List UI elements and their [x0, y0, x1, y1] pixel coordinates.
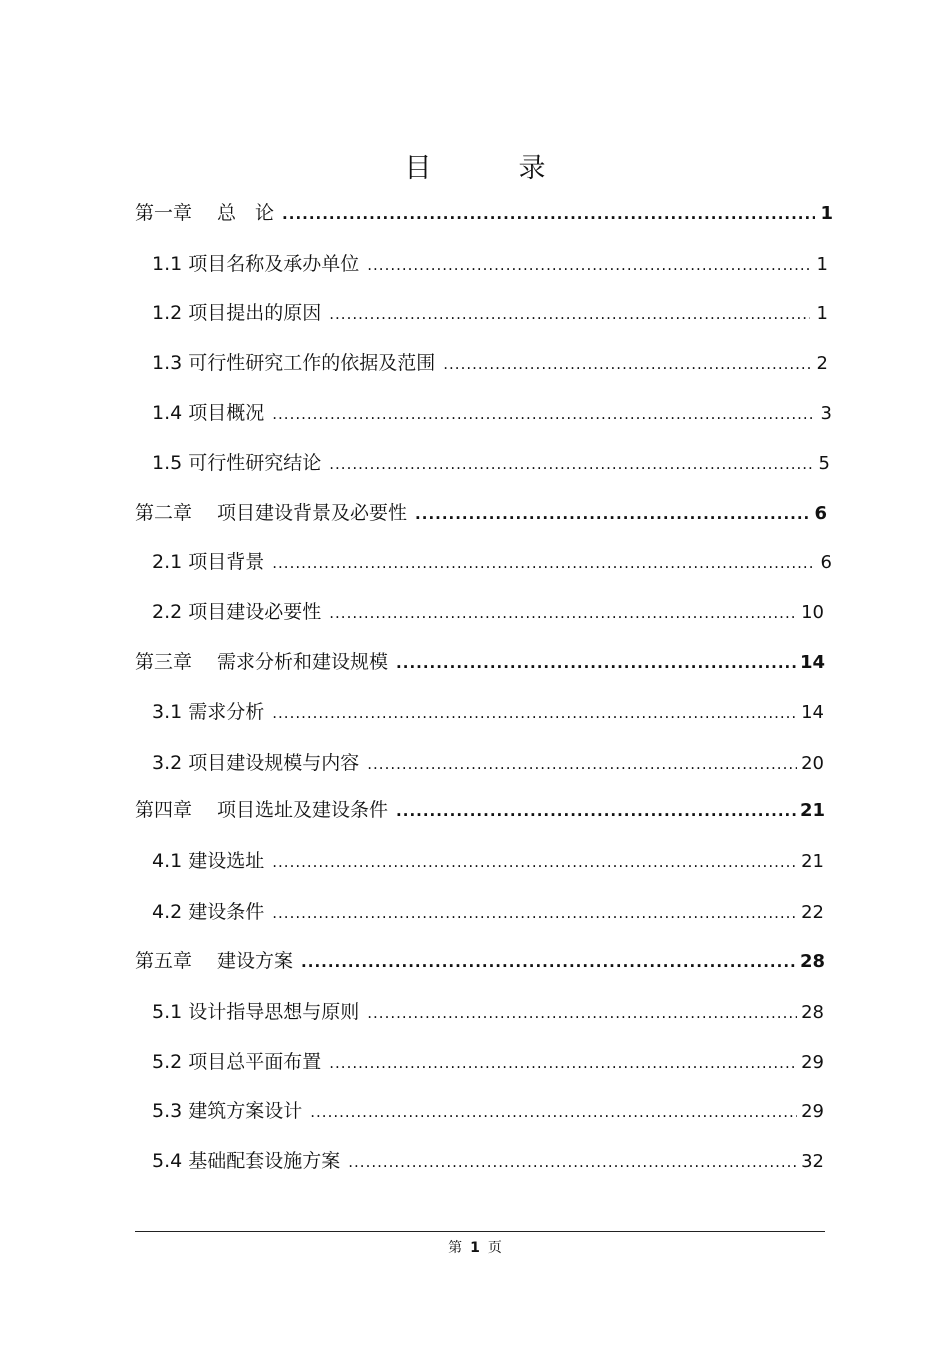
- toc-entry-label: 5.3 建筑方案设计: [152, 1100, 303, 1122]
- leader-dots: [329, 1054, 797, 1072]
- toc-entry-label: 1.4 项目概况: [152, 402, 265, 424]
- toc-entry-label: 4.2 建设条件: [152, 901, 265, 923]
- toc-entry-label: 2.2 项目建设必要性: [152, 601, 322, 623]
- leader-dots: [272, 904, 797, 922]
- leader-dots: [348, 1153, 797, 1171]
- toc-entry-label: 第三章 需求分析和建设规模: [135, 651, 389, 673]
- toc-entry[interactable]: [152, 1146, 824, 1176]
- toc-entry-page: 29: [801, 1052, 824, 1073]
- footer-divider: [135, 1231, 825, 1232]
- toc-entry-label: 第四章 项目选址及建设条件: [135, 799, 389, 821]
- toc-entry-label: 2.1 项目背景: [152, 551, 265, 573]
- toc-title: 目 录: [404, 153, 576, 184]
- toc-entry-page: 10: [801, 602, 824, 623]
- toc-entry-label: 第二章 项目建设背景及必要性: [135, 502, 408, 524]
- toc-entry-page: 14: [801, 702, 824, 723]
- toc-entry-page: 28: [801, 1002, 824, 1023]
- toc-entry-page: 14: [799, 652, 825, 673]
- leader-dots: [415, 505, 809, 523]
- toc-entry[interactable]: [152, 997, 824, 1027]
- toc-entry-label: 第一章 总 论: [135, 202, 275, 224]
- toc-entry-page: 6: [820, 552, 832, 573]
- toc-entry-page: 20: [801, 753, 824, 774]
- toc-entry[interactable]: [152, 249, 828, 279]
- toc-entry[interactable]: [135, 946, 825, 976]
- toc-entry-label: 1.2 项目提出的原因: [152, 302, 322, 324]
- leader-dots: [396, 802, 796, 820]
- toc-entry-label: 5.4 基础配套设施方案: [152, 1150, 341, 1172]
- toc-entry-page: 29: [801, 1101, 824, 1122]
- toc-entry-label: 5.2 项目总平面布置: [152, 1051, 322, 1073]
- page-footer: [0, 1237, 950, 1257]
- toc-entry[interactable]: [152, 897, 824, 927]
- toc-entry-page: 32: [801, 1151, 824, 1172]
- toc-entry-page: 1: [820, 203, 833, 224]
- toc-entry[interactable]: [152, 298, 828, 328]
- toc-entry-page: 5: [818, 453, 830, 474]
- leader-dots: [367, 1004, 797, 1022]
- toc-entry-page: 22: [801, 902, 824, 923]
- leader-dots: [301, 953, 796, 971]
- toc-entry[interactable]: [135, 498, 827, 528]
- toc-entry-label: 1.1 项目名称及承办单位: [152, 253, 360, 275]
- toc-entry[interactable]: [152, 846, 824, 876]
- leader-dots: [272, 554, 814, 572]
- toc-entry-page: 1: [816, 254, 828, 275]
- toc-entry-label: 第五章 建设方案: [135, 950, 294, 972]
- leader-dots: [310, 1103, 797, 1121]
- leader-dots: [443, 355, 810, 373]
- toc-entry[interactable]: [135, 647, 825, 677]
- leader-dots: [272, 853, 797, 871]
- leader-dots: [329, 305, 810, 323]
- toc-entry[interactable]: [135, 198, 833, 228]
- toc-entry-label: 4.1 建设选址: [152, 850, 265, 872]
- footer-prefix: 第: [448, 1240, 463, 1256]
- toc-entry-label: 3.1 需求分析: [152, 701, 265, 723]
- leader-dots: [367, 256, 810, 274]
- footer-page-number: 1: [470, 1240, 480, 1256]
- toc-entry[interactable]: [152, 697, 824, 727]
- leader-dots: [367, 755, 797, 773]
- toc-entry[interactable]: [152, 748, 824, 778]
- leader-dots: [272, 704, 797, 722]
- footer-suffix: 页: [487, 1240, 502, 1256]
- leader-dots: [272, 405, 814, 423]
- toc-entry-page: 21: [799, 800, 825, 821]
- leader-dots: [282, 205, 815, 223]
- toc-entry[interactable]: [152, 348, 828, 378]
- toc-entry[interactable]: [135, 795, 825, 825]
- leader-dots: [396, 654, 796, 672]
- leader-dots: [329, 455, 812, 473]
- toc-entry-label: 5.1 设计指导思想与原则: [152, 1001, 360, 1023]
- toc-entry-label: 1.5 可行性研究结论: [152, 452, 322, 474]
- leader-dots: [329, 604, 797, 622]
- toc-entry[interactable]: [152, 1047, 824, 1077]
- toc-entry-page: 21: [801, 851, 824, 872]
- toc-entry-label: 1.3 可行性研究工作的依据及范围: [152, 352, 436, 374]
- toc-entry[interactable]: [152, 1096, 824, 1126]
- toc-entry-page: 6: [814, 503, 827, 524]
- toc-entry-page: 28: [799, 951, 825, 972]
- toc-entry-page: 3: [820, 403, 832, 424]
- toc-entry[interactable]: [152, 398, 832, 428]
- toc-entry-label: 3.2 项目建设规模与内容: [152, 752, 360, 774]
- toc-entry[interactable]: [152, 597, 824, 627]
- toc-entry-page: 2: [816, 353, 828, 374]
- toc-entry[interactable]: [152, 448, 830, 478]
- toc-entry-page: 1: [816, 303, 828, 324]
- toc-entry[interactable]: [152, 547, 832, 577]
